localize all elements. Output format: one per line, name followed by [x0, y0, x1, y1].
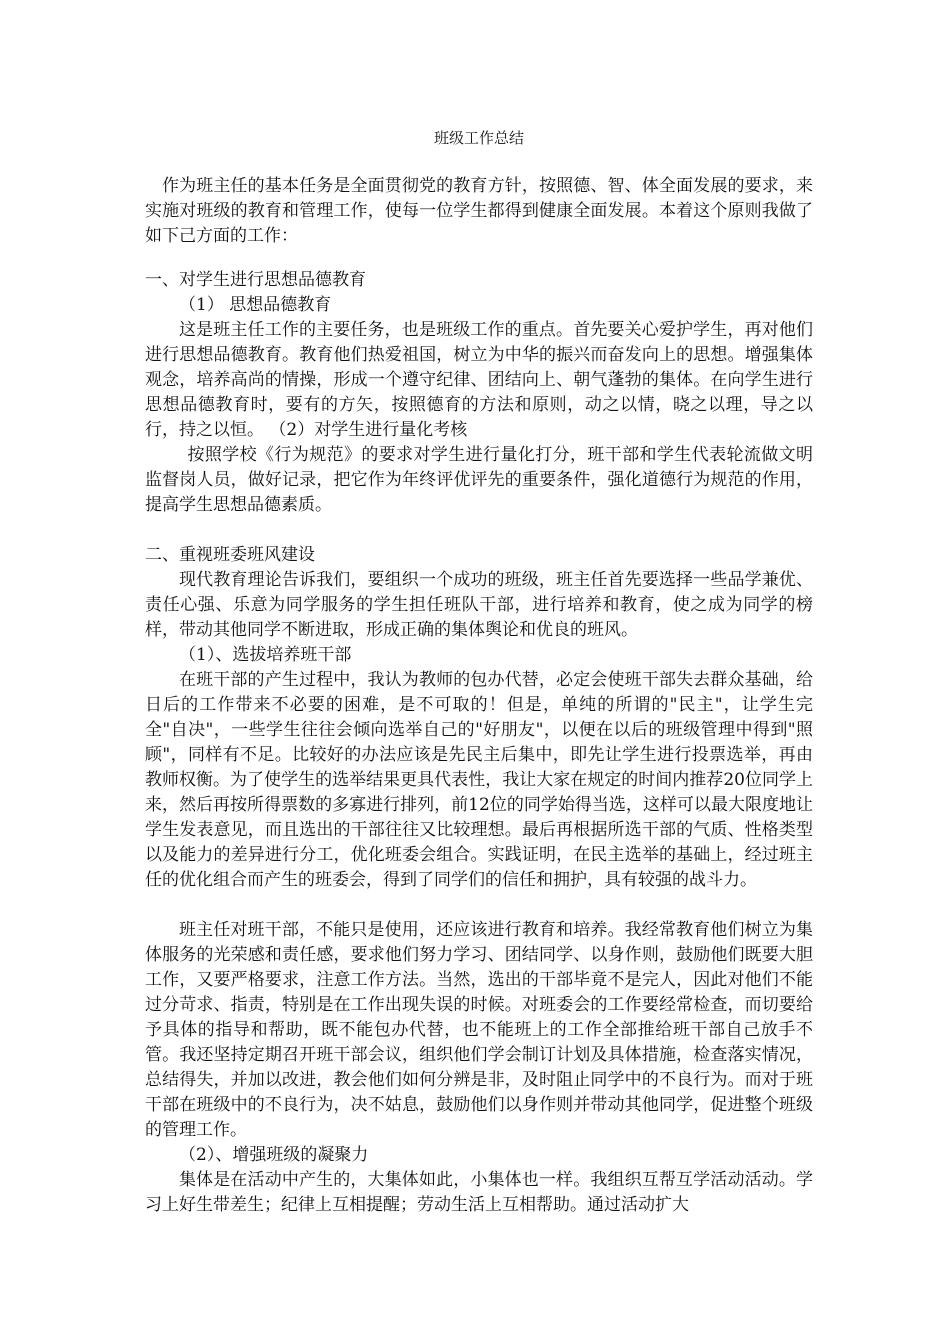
- section1-sub1-body: 这是班主任工作的主要任务，也是班级工作的重点。首先要关心爱护学生，再对他们进行思想品德教育。教育他们热爱祖国，树立为中华的振兴而奋发向上的思想。增强集体观念，培养高尚的情操，形成一个遵守纪律、团结向上、朝气蓬勃的集体。在向学生进行思想品德教育时，要有的方矢，按照德育的方法和原则，动之以情，晓之以理，导之以行，持之以恒。 （2）对学生进行量化考核: [145, 320, 813, 440]
- section1-sub1-title: （1） 思想品德教育: [179, 295, 332, 315]
- section2-sub2-body: 集体是在活动中产生的，大集体如此，小集体也一样。我组织互帮互学活动活动。学习上好生带差生；纪律上互相提醒；劳动生活上互相帮助。通过活动扩大: [145, 1170, 813, 1215]
- document-title: 班级工作总结: [433, 129, 524, 147]
- section1-sub2-body: 按照学校《行为规范》的要求对学生进行量化打分，班干部和学生代表轮流做文明监督岗人员，做好记录，把它作为年终评优评先的重要条件，强化道德行为规范的作用，提高学生思想品德素质。: [145, 445, 813, 515]
- intro-paragraph: 作为班主任的基本任务是全面贯彻党的教育方针，按照德、智、体全面发展的要求，来实施对班级的教育和管理工作，使每一位学生都得到健康全面发展。本着这个原则我做了如下己方面的工作：: [145, 176, 813, 246]
- section2-sub1-body: 在班干部的产生过程中，我认为教师的包办代替，必定会使班干部失去群众基础，给日后的工作带来不必要的困难，是不可取的！但是，单纯的所谓的"民主"，让学生完全"自决"，一些学生往往会倾向选举自己的"好朋友"，以便在以后的班级管理中得到"照顾"，同样有不足。比较好的办法应该是先民主后集中，即先让学生进行投票选举，再由教师权衡。为了使学生的选举结果更具代表性，我让大家在规定的时间内推荐20位同学上来，然后再按所得票数的多寡进行排列，前12位的同学始得当选，这样可以最大限度地让学生发表意见，而且选出的干部往往又比较理想。最后再根据所选干部的气质、性格类型以及能力的差异进行分工，优化班委会组合。实践证明，在民主选举的基础上，经过班主任的优化组合而产生的班委会，得到了同学们的信任和拥护，具有较强的战斗力。: [145, 670, 813, 890]
- section2-intro: 现代教育理论告诉我们，要组织一个成功的班级，班主任首先要选择一些品学兼优、责任心强、乐意为同学服务的学生担任班队干部，进行培养和教育，使之成为同学的榜样，带动其他同学不断进取，形成正确的集体舆论和优良的班风。: [145, 570, 813, 640]
- section2-heading: 二、重视班委班风建设: [145, 545, 315, 565]
- section2-sub1-body2: 班主任对班干部，不能只是使用，还应该进行教育和培养。我经常教育他们树立为集体服务的光荣感和责任感，要求他们努力学习、团结同学、以身作则，鼓励他们既要大胆工作，又要严格要求，注意工作方法。当然，选出的干部毕竟不是完人，因此对他们不能过分苛求、指责，特别是在工作出现失误的时候。对班委会的工作要经常检查，而切要给予具体的指导和帮助，既不能包办代替，也不能班上的工作全部推给班干部自己放手不管。我还坚持定期召开班干部会议，组织他们学会制订计划及具体措施，检查落实情况，总结得失，并加以改进，教会他们如何分辨是非，及时阻止同学中的不良行为。而对于班干部在班级中的不良行为，决不姑息，鼓励他们以身作则并带动其他同学，促进整个班级的管理工作。: [145, 920, 813, 1140]
- section2-sub1-title: （1）、选拔培养班干部: [179, 645, 352, 665]
- section2-sub2-title: （2）、增强班级的凝聚力: [179, 1145, 369, 1165]
- section1-heading: 一、对学生进行思想品德教育: [145, 270, 366, 290]
